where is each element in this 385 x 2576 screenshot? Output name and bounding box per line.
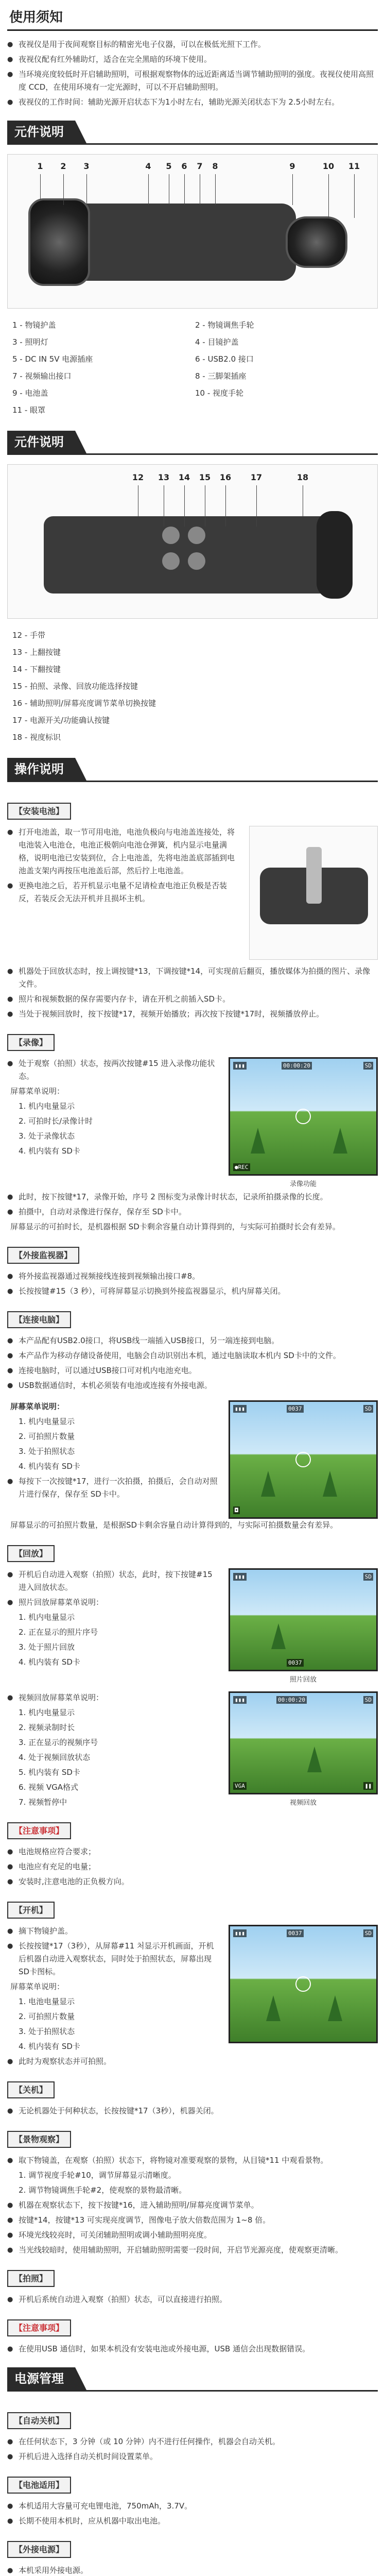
pc-item: ● 连接电脑时，可以通过USB接口可对机内电池充电。 [7, 1364, 378, 1377]
power-off-heading: 【关机】 [7, 2081, 55, 2098]
playback-block-1 [7, 1568, 378, 1686]
battery-item: ● 本机适用大容量可充电锂电池，750mAh，3.7V。 [7, 2500, 378, 2513]
part-item: 14 - 下翻按键 [12, 665, 61, 674]
photo-item: 2. 可拍照片数量 [19, 1432, 75, 1441]
callout-line [256, 485, 257, 527]
part-item: 11 - 眼罩 [12, 405, 46, 415]
callout-number: 9 [289, 161, 295, 171]
view-item: ● 按键*14，按键*13 可实现亮度调节，图像电子放大倍数范围为 1~8 倍。 [7, 2214, 378, 2227]
page-title: 使用须知 [9, 10, 63, 25]
vga-osd: VGA [233, 1782, 247, 1790]
callout-number: 4 [145, 161, 151, 171]
record-item: 3. 处于录像状态 [19, 1131, 75, 1141]
callout-line [354, 174, 355, 218]
callout-line [215, 174, 216, 205]
ext-item: ● 本机采用外接电源。 [7, 2564, 378, 2576]
record-screen [229, 1057, 378, 1176]
parts-list-2 [7, 627, 378, 746]
callout-line [225, 485, 226, 527]
callout-number: 11 [348, 161, 360, 171]
battery-diagram [249, 826, 378, 960]
battery-item: ● 长期不使用本机时，应从机器中取出电池。 [7, 2515, 378, 2528]
record-item: ● 此时，按下按键*17，录像开始，序号 2 图标变为录像计时状态，记录所拍摄录像的长度。 [7, 1191, 378, 1204]
part-item: 1 - 物镜护盖 [12, 320, 56, 330]
crosshair-icon [295, 1109, 311, 1124]
auto-item: ● 开机后进入选择自动关机时间设置菜单。 [7, 2450, 378, 2463]
playback-item: 1. 机内电量显示 [19, 1708, 75, 1717]
video-playback-screen [229, 1691, 378, 1794]
record-note: 屏幕显示的可拍时长，是机器根据 SD卡剩余容量自动计算得到的，与实际可拍摄时长会有差异。 [10, 1222, 340, 1231]
screen-caption: 录像功能 [289, 1180, 317, 1188]
mode-note: ● 当处于视频回放时，按下按键*17，视频开始播放；再次按下按键*17时，视频播放停止。 [7, 1008, 378, 1021]
record-item: ● 处于观察（拍照）状态，按两次按键#15 进入录像功能状态。 [7, 1057, 220, 1083]
photo-sec-heading: 【拍照】 [7, 2270, 55, 2287]
callout-line [184, 174, 185, 205]
playback-heading: 【回放】 [7, 1545, 55, 1562]
playback-item: ● 视频回放屏幕菜单说明： [7, 1691, 220, 1704]
power-on-item: 3. 处于拍照状态 [19, 2027, 75, 2036]
callout-line [86, 174, 87, 205]
install-block [7, 826, 378, 960]
tree-shape [251, 1128, 265, 1154]
button-icon [188, 527, 205, 544]
pause-osd-icon: ❚❚ [363, 1782, 373, 1790]
sd-osd-icon: SD [363, 1062, 373, 1070]
photo-item: ● 每按下一次按键*17，进行一次拍摄，拍摄后，会自动对照片进行保存，保存至 SD卡中。 [7, 1475, 220, 1501]
record-block [7, 1057, 378, 1191]
photo-item: 1. 机内电量显示 [19, 1417, 75, 1426]
view-item: 1. 调节视度手轮#10，调节屏幕显示清晰度。 [19, 2171, 176, 2180]
mode-note: ● 照片和视频数据的保存需要内存卡，请在开机之前插入SD卡。 [7, 993, 378, 1006]
attention-item: ● 电池应有充足的电量； [7, 1860, 378, 1873]
part-item: 16 - 辅助照明/屏幕亮度调节菜单切换按键 [12, 699, 156, 708]
section-power [7, 2369, 378, 2392]
power-on-item: 4. 机内装有 SD卡 [19, 2042, 80, 2051]
callout-line [292, 174, 293, 205]
battery-osd-icon: ▮▮▮ [233, 1062, 247, 1070]
external-heading: 【外接监视器】 [7, 1247, 79, 1264]
part-item: 10 - 视度手轮 [195, 388, 244, 398]
title-divider [7, 29, 378, 31]
battery-icon [306, 847, 322, 904]
record-osd-icon: ●REC [233, 1163, 250, 1171]
callout-number: 12 [132, 472, 144, 482]
attention-item: ● 安装时,注意电池的正负极方向。 [7, 1875, 378, 1888]
callout-number: 5 [166, 161, 172, 171]
callout-line [40, 174, 41, 200]
objective-lens [28, 198, 90, 286]
photo-count-osd: 0037 [287, 1929, 304, 1937]
device-body-top [44, 516, 332, 594]
pc-item: ● 本产品配有USB2.0接口，将USB线一端插入USB接口，另一端连接到电脑。 [7, 1334, 378, 1347]
tree-shape [307, 1747, 322, 1772]
tree-shape [271, 1623, 286, 1649]
part-item: 7 - 视频输出接口 [12, 371, 72, 381]
playback-item: 4. 机内装有 SD卡 [19, 1657, 80, 1667]
pc-heading: 【连接电脑】 [7, 1311, 71, 1328]
power-on-item: 屏幕菜单说明： [10, 1982, 65, 1991]
record-item: 1. 机内电量显示 [19, 1101, 75, 1111]
external-item: ● 长按按键#15（3 秒），可将屏幕显示切换到外接监视器显示，机内屏幕关闭。 [7, 1285, 378, 1298]
section-parts-title: 元件说明 [7, 121, 75, 143]
device-side-diagram [7, 154, 378, 309]
part-item: 18 - 视度标识 [12, 733, 61, 742]
playback-item: 6. 视频 VGA格式 [19, 1783, 78, 1792]
sd-osd-icon: SD [363, 1405, 373, 1413]
playback-item: 4. 处于视频回放状态 [19, 1753, 91, 1762]
playback-item: ● 照片回放屏幕菜单说明： [7, 1596, 220, 1609]
install-item: ● 更换电池之后，若开机显示电量不足请检查电池正负极是否装反，若装反会无法开机并且损坏主机。 [7, 879, 241, 905]
power-off-item: ● 无论机器处于何种状态，长按按键*17（3秒），机器关闭。 [7, 2105, 378, 2117]
record-heading: 【录像】 [7, 1034, 55, 1051]
section-parts-2-title: 元件说明 [7, 431, 75, 453]
button-icon [188, 552, 205, 570]
pc-item: ● USB数据通信时，本机必须装有电池或连接有外接电源。 [7, 1379, 378, 1392]
part-item: 5 - DC IN 5V 电源插座 [12, 354, 93, 364]
install-item: ● 打开电池盖，取一节可用电池，电池负极向与电池盖连接处，将电池装入电池仓，电池正极朝向电池仓弹簧，机内显示电量满格，说明电池已安装到位，合上电池盖，先将电池盖底部插到电池盖支架内再按压电池盖后部，然后拧上电池盖。 [7, 826, 241, 877]
photo-block [7, 1400, 378, 1519]
photo-menu-heading: 屏幕菜单说明： [10, 1402, 65, 1411]
power-on-item: 2. 可拍照片数量 [19, 2012, 75, 2021]
callout-number: 8 [212, 161, 218, 171]
playback-item: 1. 机内电量显示 [19, 1613, 75, 1622]
mode-note: ● 机器处于回放状态时，按上调按键*13，下调按键*14，可实现前后翻页，播放媒体为拍摄的图片、录像文件。 [7, 965, 378, 991]
part-item: 9 - 电池盖 [12, 388, 48, 398]
auto-heading: 【自动关机】 [7, 2412, 71, 2429]
crosshair-icon [295, 1452, 311, 1467]
pc-item: ● 本产品作为移动存储设备使用，电脑会自动识别出本机，通过电脑读取本机内 SD卡中的文件。 [7, 1349, 378, 1362]
power-on-heading: 【开机】 [7, 1902, 55, 1919]
record-item: 屏幕菜单说明： [10, 1087, 65, 1096]
photo-item: 3. 处于拍照状态 [19, 1447, 75, 1456]
view-item: ● 机器在观察状态下，按下按键*16，进入辅助照明/屏幕亮度调节菜单。 [7, 2199, 378, 2212]
part-item: 3 - 照明灯 [12, 337, 48, 347]
eyepiece [286, 216, 347, 268]
device-body [54, 204, 296, 281]
section-ops [7, 759, 378, 782]
sd-osd-icon: SD [363, 1929, 373, 1937]
callout-number: 18 [296, 472, 309, 482]
view-item: ● 取下物镜盖，在观察（拍照）状态下，将物镜对准要观察的景物，从目镜*11 中观看景物。 [7, 2154, 378, 2167]
callout-number: 3 [83, 161, 90, 171]
part-item: 8 - 三脚架插座 [195, 371, 247, 381]
playback-item: 2. 视频录制时长 [19, 1723, 75, 1732]
power-on-item: 1. 电池电量显示 [19, 1997, 75, 2006]
callout-line [184, 485, 185, 527]
power-on-item: ● 此时为观察状态并可拍照。 [7, 2055, 220, 2068]
notice-item: ● 夜视仪配有红外辅助灯，适合在完全黑暗的环境下使用。 [7, 53, 378, 66]
photo-screen [229, 1400, 378, 1519]
callout-number: 7 [197, 161, 203, 171]
power-on-item: ● 长按按键*17（3秒），从屏幕#11 처显示开机画面，开机后机器自动进入观察状态，同时处于拍照状态，屏幕出现 SD卡图标。 [7, 1940, 220, 1978]
playback-item: 3. 正在显示的视频序号 [19, 1738, 98, 1747]
playback-item: 7. 视频暂停中 [19, 1798, 67, 1807]
attention-heading: 【注意事项】 [7, 1822, 71, 1839]
screen-caption: 照片回放 [289, 1676, 317, 1684]
part-item: 15 - 拍照、录像、回放功能选择按键 [12, 682, 138, 691]
sd-osd-icon: SD [363, 1696, 373, 1704]
callout-line [148, 174, 149, 205]
section-power-title: 电源管理 [7, 2367, 75, 2390]
part-item: 13 - 上翻按键 [12, 648, 61, 657]
callout-line [63, 174, 64, 205]
playback-item: 3. 处于照片回放 [19, 1642, 75, 1652]
part-item: 17 - 电源开关/功能确认按键 [12, 716, 110, 725]
crosshair-icon [295, 1976, 311, 1992]
record-item: ● 拍摄中，自动对录像进行保存，保存至 SD卡中。 [7, 1206, 378, 1218]
record-time-osd: 00:00:20 [282, 1062, 312, 1070]
power-on-item: ● 摘下物镜护盖。 [7, 1925, 220, 1938]
playback-item: ● 开机后自动进入观察（拍照）状态，此时，按下按键#15 进入回放状态。 [7, 1568, 220, 1594]
warn-item: ● 在使用USB 通信时，如果本机没有安装电池或外接电源，USB 通信会出现数据错误。 [7, 2343, 378, 2355]
camera-osd-icon: ◘ [233, 1506, 240, 1514]
callout-number: 1 [37, 161, 43, 171]
callout-number: 13 [157, 472, 170, 482]
callout-line [328, 174, 329, 218]
callout-number: 14 [178, 472, 190, 482]
warn-heading: 【注意事项】 [7, 2319, 71, 2336]
view-item: ● 当光线较暗时，使用辅助照明，开启辅助照明需要一段时间，开启节光源亮度，使观察更清晰。 [7, 2244, 378, 2257]
video-time-osd: 00:00:20 [276, 1696, 307, 1704]
parts-list [12, 317, 378, 419]
playback-block-2 [7, 1691, 378, 1811]
part-item: 12 - 手带 [12, 631, 46, 640]
battery-osd-icon: ▮▮▮ [233, 1405, 247, 1413]
button-icon [162, 527, 180, 544]
part-item: 2 - 物镜调焦手轮 [195, 320, 254, 330]
notice-item: ● 夜视仪的工作时间：辅助光源开启状态下为1小时左右，辅助光源关闭状态下为 2.5小时左右。 [7, 96, 378, 109]
notice-item: ● 当环境亮度较低时开启辅助照明，可根据观察物体的远近距离适当调节辅助照明的强度。夜视仪使用高照度 CCD，在使用环境有一定光源时，可以不开启辅助照明。 [7, 68, 378, 94]
auto-item: ● 在任何状态下，3 分钟（或 10 分钟）内不进行任何操作，机器会自动关机。 [7, 2435, 378, 2448]
battery-osd-icon: ▮▮▮ [233, 1929, 247, 1937]
external-item: ● 将外接监视器通过视频接线连接到视频输出接口#8。 [7, 1270, 378, 1283]
ext-heading: 【外接电源】 [7, 2541, 71, 2558]
view-heading: 【景物观察】 [7, 2131, 71, 2148]
screen-caption: 视频回放 [289, 1799, 317, 1807]
install-heading: 【安装电池】 [7, 803, 71, 820]
photo-playback-screen [229, 1568, 378, 1671]
playback-item: 5. 机内装有 SD卡 [19, 1768, 80, 1777]
power-on-screen [229, 1925, 378, 2043]
battery-osd-icon: ▮▮▮ [233, 1573, 247, 1581]
tree-shape [333, 1128, 347, 1154]
tree-shape [323, 1471, 337, 1497]
callout-number: 2 [60, 161, 66, 171]
part-item: 4 - 目镜护盖 [195, 337, 239, 347]
section-parts [7, 122, 378, 145]
callout-number: 17 [250, 472, 262, 482]
callout-number: 16 [219, 472, 232, 482]
mode-notes [7, 965, 378, 1021]
photo-sec-item: ● 开机后系统自动进入观察（拍照）状态，可以直接进行拍照。 [7, 2293, 378, 2306]
callout-number: 10 [322, 161, 335, 171]
view-item: 2. 调节物镜调焦手轮#2，使观察的景物最清晰。 [19, 2185, 187, 2195]
section-ops-title: 操作说明 [7, 758, 75, 781]
button-icon [162, 552, 180, 570]
device-top-diagram [7, 464, 378, 619]
battery-osd-icon: ▮▮▮ [233, 1696, 247, 1704]
photo-note: 屏幕显示的可拍照片数量，是根据SD卡剩余容量自动计算得到的，与实际可拍摄数量会有差异。 [10, 1520, 338, 1530]
eyecup [317, 511, 353, 599]
sd-osd-icon: SD [363, 1573, 373, 1581]
playback-item: 2. 正在显示的照片序号 [19, 1628, 98, 1637]
tree-shape [266, 1995, 281, 2021]
battery-heading: 【电池适用】 [7, 2477, 71, 2494]
tree-shape [261, 1471, 275, 1497]
record-item: 4. 机内装有 SD卡 [19, 1146, 80, 1156]
callout-number: 6 [181, 161, 187, 171]
photo-index-osd: 0037 [287, 1659, 304, 1667]
photo-item: 4. 机内装有 SD卡 [19, 1462, 80, 1471]
callout-number: 15 [199, 472, 211, 482]
section-parts-2 [7, 432, 378, 455]
record-item: 2. 可拍时长/录像计时 [19, 1116, 93, 1126]
photo-count-osd: 0037 [287, 1405, 304, 1413]
notice-item: ● 夜视仪是用于夜间观察目标的精密光电子仪器，可以在极低光照下工作。 [7, 38, 378, 51]
part-item: 6 - USB2.0 接口 [195, 354, 254, 364]
power-on-block [7, 1925, 378, 2070]
notice-list [7, 38, 378, 109]
view-item: ● 环境光线较亮时，可关闭辅助照明或调小辅助照明亮度。 [7, 2229, 378, 2242]
tree-shape [328, 1995, 342, 2021]
attention-item: ● 电池规格应符合要求； [7, 1845, 378, 1858]
